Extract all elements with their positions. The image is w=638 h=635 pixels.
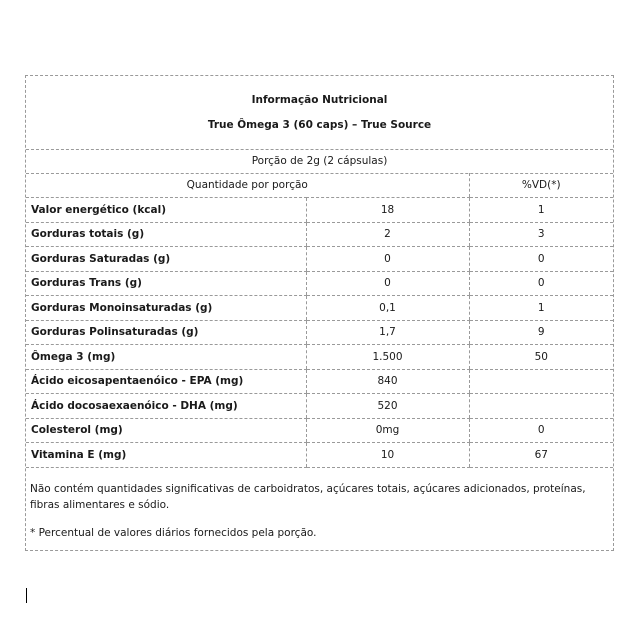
nutrient-amount: 0 (306, 271, 469, 296)
header-quantity: Quantidade por porção (26, 173, 469, 198)
nutrient-name: Gorduras Polinsaturadas (g) (26, 320, 306, 345)
table-row (26, 198, 613, 223)
header-dv: %VD(*) (469, 173, 613, 198)
nutrition-facts-panel (25, 75, 614, 551)
nutrient-name: Ômega 3 (mg) (26, 345, 306, 370)
footnotes (30, 481, 609, 541)
footnote-not-significant: Não contém quantidades significativas de carboidratos, açúcares totais, açúcares adicionados, proteínas, fibras alimentares e sódio. (30, 483, 586, 511)
nutrient-amount: 2 (306, 222, 469, 247)
nutrient-amount: 18 (306, 198, 469, 223)
nutrient-name: Ácido docosaexaenóico - DHA (mg) (26, 394, 306, 419)
nutrient-amount: 840 (306, 369, 469, 394)
nutrient-dv: 67 (469, 443, 613, 468)
nutrient-amount: 10 (306, 443, 469, 468)
nutrient-name: Gorduras Saturadas (g) (26, 247, 306, 272)
text-cursor (26, 588, 27, 603)
table-header-row (26, 173, 613, 198)
nutrient-dv: 1 (469, 198, 613, 223)
nutrient-amount: 1.500 (306, 345, 469, 370)
nutrient-dv: 1 (469, 296, 613, 321)
nutrient-dv: 3 (469, 222, 613, 247)
table-row (26, 222, 613, 247)
nutrition-table (26, 173, 613, 468)
table-row (26, 394, 613, 419)
portion-size: Porção de 2g (2 cápsulas) (26, 149, 613, 174)
table-body (26, 198, 613, 468)
table-row (26, 345, 613, 370)
table-row (26, 247, 613, 272)
panel-title: Informação Nutricional (251, 94, 388, 106)
footnote-daily-values: * Percentual de valores diários fornecidos pela porção. (30, 527, 317, 539)
nutrient-name: Gorduras totais (g) (26, 222, 306, 247)
nutrient-name: Ácido eicosapentaenóico - EPA (mg) (26, 369, 306, 394)
nutrient-amount: 1,7 (306, 320, 469, 345)
table-row (26, 443, 613, 468)
nutrient-amount: 0,1 (306, 296, 469, 321)
table-row (26, 320, 613, 345)
table-row (26, 369, 613, 394)
table-row (26, 418, 613, 443)
title-section (26, 76, 613, 150)
nutrient-name: Gorduras Trans (g) (26, 271, 306, 296)
nutrient-dv (469, 369, 613, 394)
nutrient-name: Colesterol (mg) (26, 418, 306, 443)
nutrient-dv: 0 (469, 247, 613, 272)
product-name: True Ômega 3 (60 caps) – True Source (207, 119, 432, 131)
nutrient-name: Valor energético (kcal) (26, 198, 306, 223)
nutrient-amount: 0mg (306, 418, 469, 443)
nutrient-name: Gorduras Monoinsaturadas (g) (26, 296, 306, 321)
table-row (26, 271, 613, 296)
nutrient-dv (469, 394, 613, 419)
nutrient-dv: 9 (469, 320, 613, 345)
nutrient-dv: 0 (469, 271, 613, 296)
nutrient-name: Vitamina E (mg) (26, 443, 306, 468)
nutrient-amount: 520 (306, 394, 469, 419)
table-row (26, 296, 613, 321)
nutrient-dv: 50 (469, 345, 613, 370)
nutrient-dv: 0 (469, 418, 613, 443)
nutrient-amount: 0 (306, 247, 469, 272)
